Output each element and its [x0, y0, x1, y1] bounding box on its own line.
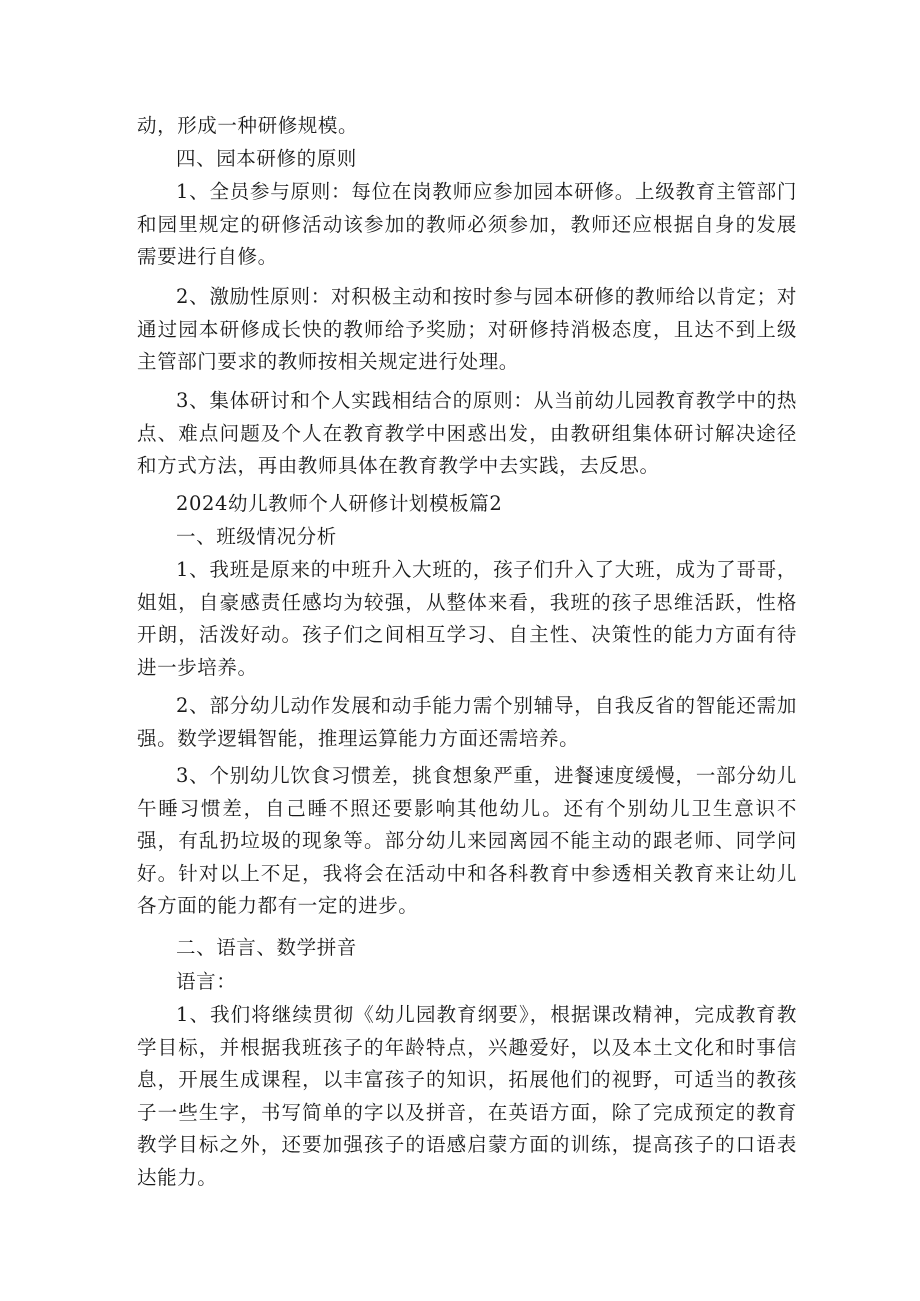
section-heading-class-analysis: 一、班级情况分析: [176, 525, 337, 548]
section-heading-language-math: 二、语言、数学拼音: [176, 936, 357, 959]
paragraph-principle-2: 2、激励性原则：对积极主动和按时参与园本研修的教师给以肯定；对通过园本研修成长快的教师给予奖励；对研修持消极态度，且达不到上级主管部门要求的教师按相关规定进行处理。: [137, 285, 797, 373]
paragraph-continuation: 动，形成一种研修规模。: [137, 114, 359, 137]
subheading-language: 语言：: [176, 970, 237, 993]
document-title: 2024幼儿教师个人研修计划模板篇2: [176, 492, 503, 515]
paragraph-principle-3: 3、集体研讨和个人实践相结合的原则：从当前幼儿园教育教学中的热点、难点问题及个人在教育教学中困惑出发，由教研组集体研讨解决途径和方式方法，再由教师具体在教育教学中去实践，去反思。: [137, 389, 797, 477]
paragraph-analysis-3: 3、个别幼儿饮食习惯差，挑食想象严重，进餐速度缓慢，一部分幼儿午睡习惯差，自己睡不照还要影响其他幼儿。还有个别幼儿卫生意识不强，有乱扔垃圾的现象等。部分幼儿来园离园不能主动的跟老师、同学问好。针对以上不足，我将会在活动中和各科教育中参透相关教育来让幼儿各方面的能力都有一定的进步。: [137, 764, 797, 917]
section-heading-principles: 四、园本研修的原则: [176, 147, 357, 170]
paragraph-principle-1: 1、全员参与原则：每位在岗教师应参加园本研修。上级教育主管部门和园里规定的研修活动该参加的教师必须参加，教师还应根据自身的发展需要进行自修。: [137, 180, 797, 268]
paragraph-analysis-1: 1、我班是原来的中班升入大班的，孩子们升入了大班，成为了哥哥，姐姐，自豪感责任感均为较强，从整体来看，我班的孩子思维活跃，性格开朗，活泼好动。孩子们之间相互学习、自主性、决策性的能力方面有待进一步培养。: [137, 558, 797, 679]
paragraph-language-1: 1、我们将继续贯彻《幼儿园教育纲要》，根据课改精神，完成教育教学目标，并根据我班孩子的年龄特点，兴趣爱好，以及本土文化和时事信息，开展生成课程，以丰富孩子的知识，拓展他们的视野，可适当的教孩子一些生字，书写简单的字以及拼音，在英语方面，除了完成预定的教育教学目标之外，还要加强孩子的语感启蒙方面的训练，提高孩子的口语表达能力。: [137, 1003, 797, 1189]
paragraph-analysis-2: 2、部分幼儿动作发展和动手能力需个别辅导，自我反省的智能还需加强。数学逻辑智能，推理运算能力方面还需培养。: [137, 694, 797, 750]
